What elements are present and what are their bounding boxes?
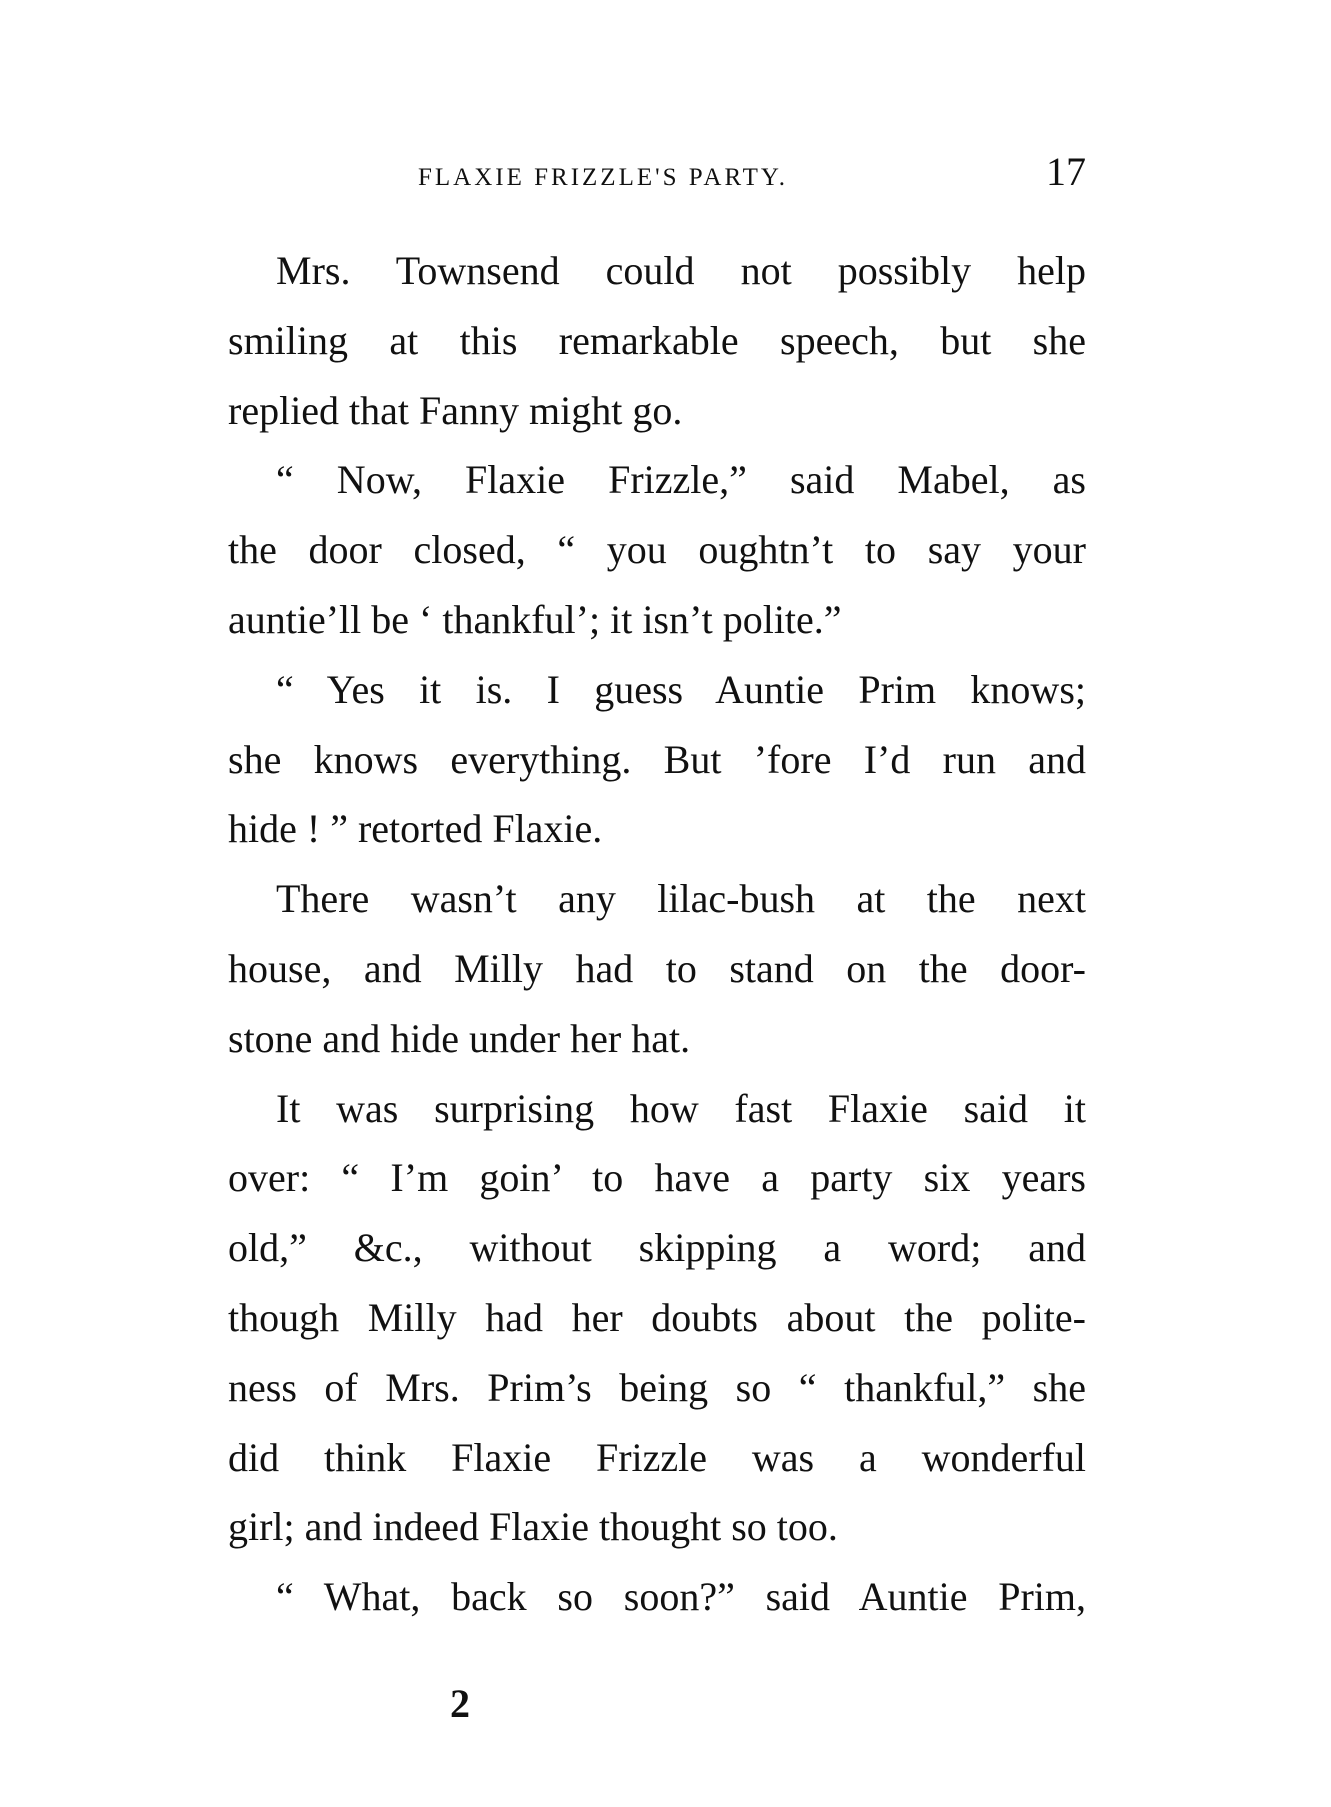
text-line: the door closed, “ you oughtn’t to say your [228,527,1086,573]
text-line: “ Now, Flaxie Frizzle,” said Mabel, as [276,457,1086,503]
text-line: though Milly had her doubts about the polite- [228,1294,1086,1340]
signature-mark: 2 [450,1681,470,1726]
text-line: ness of Mrs. Prim’s being so “ thankful,” she [228,1364,1086,1410]
text-line: hide ! ” retorted Flaxie. [228,806,603,852]
text-line: smiling at this remarkable speech, but she [228,317,1086,363]
text-line: stone and hide under her hat. [228,1015,691,1061]
text-line: It was surprising how fast Flaxie said it [276,1085,1086,1131]
text-line: she knows everything. But ’fore I’d run and [228,736,1086,782]
text-line: old,” &c., without skipping a word; and [228,1225,1086,1271]
text-line: girl; and indeed Flaxie thought so too. [228,1504,838,1550]
text-line: “ Yes it is. I guess Auntie Prim knows; [276,666,1086,712]
text-line: auntie’ll be ‘ thankful’; it isn’t polite.” [228,596,842,642]
running-header [228,148,1086,208]
text-line: “ What, back so soon?” said Auntie Prim, [276,1574,1086,1620]
text-line: Mrs. Townsend could not possibly help [276,248,1086,293]
body-text [228,236,1086,1632]
page-number: 17 [1046,149,1086,194]
text-line: over: “ I’m goin’ to have a party six years [228,1155,1086,1201]
text-line: replied that Fanny might go. [228,387,683,433]
text-line: did think Flaxie Frizzle was a wonderful [228,1434,1086,1480]
running-title: FLAXIE FRIZZLE'S PARTY. [418,164,788,191]
text-line: house, and Milly had to stand on the door- [228,945,1086,991]
text-line: There wasn’t any lilac-bush at the next [276,876,1086,922]
